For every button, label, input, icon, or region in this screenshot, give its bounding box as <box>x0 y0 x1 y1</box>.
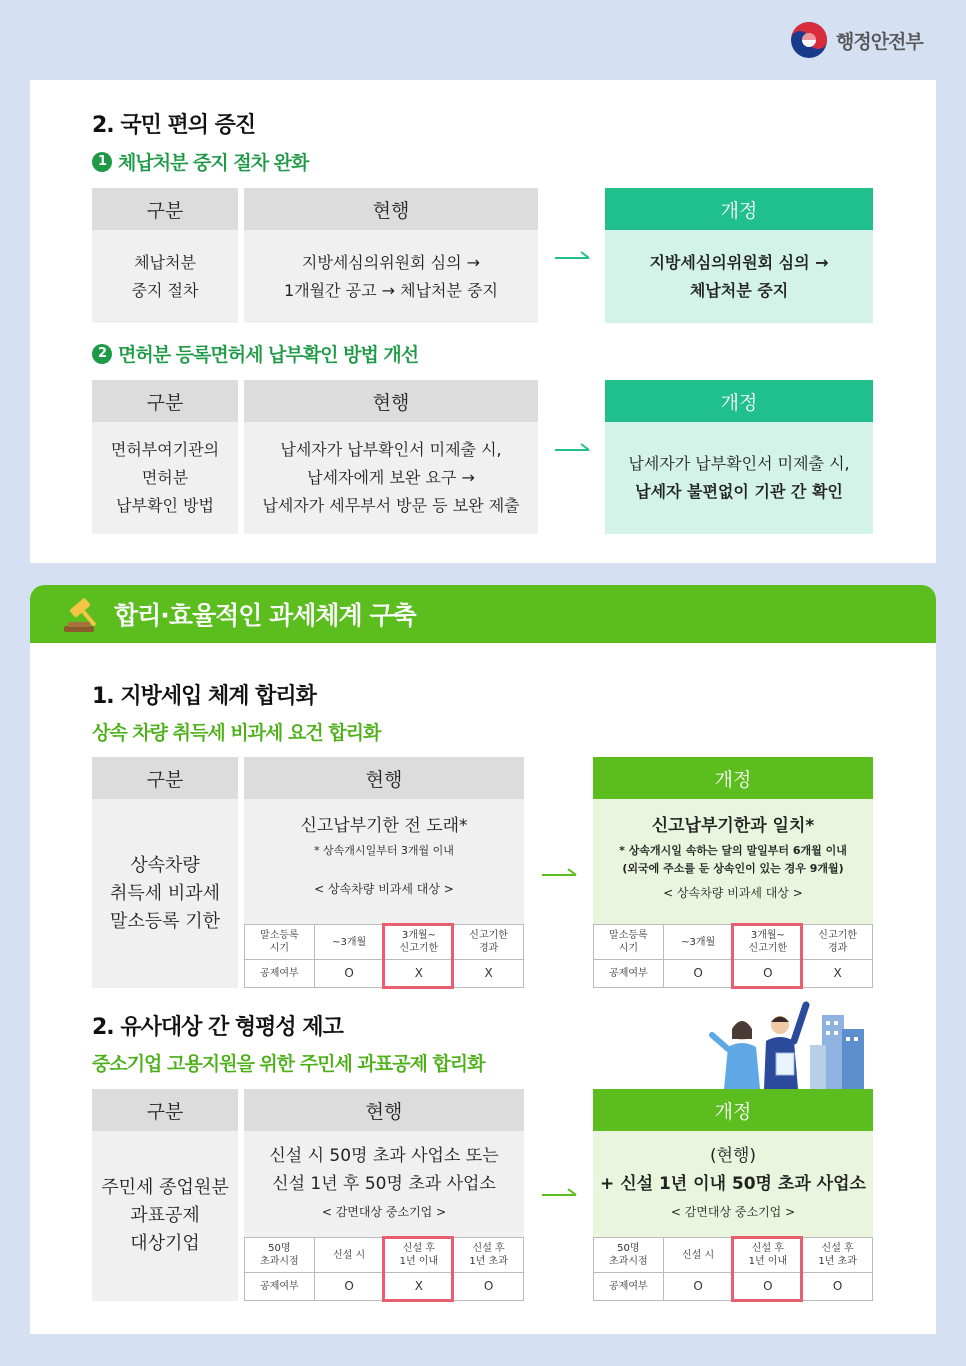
category-line: 납부확인 방법 <box>116 496 214 515</box>
taegeuk-icon <box>790 21 828 59</box>
mini-header: ~3개월 <box>663 925 733 960</box>
mini-header: 말소등록 시기 <box>594 925 664 960</box>
convenience-panel <box>30 80 936 563</box>
header-revised: 개정 <box>605 188 873 230</box>
mini-header: 말소등록 시기 <box>245 925 315 960</box>
header-current: 현행 <box>244 188 538 230</box>
item2-title <box>92 340 418 367</box>
t1-current <box>244 799 524 988</box>
mini-header: 신설 시 <box>663 1238 733 1273</box>
item2-category-col <box>92 380 238 534</box>
mini-header: 3개월~ 신고기한 <box>733 925 803 960</box>
category-line: 면허부여기관의 <box>110 440 220 459</box>
highlight-box <box>382 1236 454 1302</box>
header-current: 현행 <box>244 1089 524 1131</box>
mini-header: ~3개월 <box>314 925 384 960</box>
mini-header: 신설 후 1년 초과 <box>803 1238 873 1273</box>
current-main: 신설 1년 후 50명 초과 사업소 <box>272 1174 496 1194</box>
revised-main: (현행) <box>709 1146 757 1166</box>
header-revised: 개정 <box>593 1089 873 1131</box>
mini-header: 신설 후 1년 이내 <box>733 1238 803 1273</box>
mini-header: 50명 초과시점 <box>245 1238 315 1273</box>
t1-category <box>92 799 238 988</box>
t1-revised-col <box>593 757 873 988</box>
mini-mark: O <box>454 1273 524 1301</box>
mini-label: 공제여부 <box>594 960 664 988</box>
revised-caption: < 감면대상 중소기업 > <box>670 1205 796 1219</box>
mini-label: 공제여부 <box>594 1273 664 1301</box>
item2-revised <box>605 422 873 534</box>
ministry-name: 행정안전부 <box>836 30 923 53</box>
current-main: 신설 시 50명 초과 사업소 또는 <box>269 1146 499 1166</box>
category-line: 대상기업 <box>130 1233 200 1254</box>
mini-mark: O <box>803 1273 873 1301</box>
header-category: 구분 <box>92 380 238 422</box>
mini-mark: O <box>663 960 733 988</box>
arrow-right-icon <box>553 250 593 266</box>
mini-mark: O <box>314 960 384 988</box>
item1-revised-col <box>605 188 873 323</box>
item2-category <box>92 422 238 534</box>
mini-header: 신설 시 <box>314 1238 384 1273</box>
t2-category <box>92 1131 238 1301</box>
category-line: 과표공제 <box>130 1205 200 1226</box>
mini-mark: X <box>384 1273 454 1301</box>
item2-title-text: 면허분 등록면허세 납부확인 방법 개선 <box>118 344 419 366</box>
revised-line: 납세자가 납부확인서 미제출 시, <box>628 454 850 473</box>
revised-main: 신고납부기한과 일치* <box>651 816 815 836</box>
mini-header: 신설 후 1년 초과 <box>454 1238 524 1273</box>
revised-main: + 신설 1년 이내 50명 초과 사업소 <box>600 1174 866 1194</box>
people-city-illustration <box>702 995 872 1089</box>
mini-header: 3개월~ 신고기한 <box>384 925 454 960</box>
item1-category-col <box>92 188 238 323</box>
heading-2: 2. 유사대상 간 형평성 제고 <box>92 1015 343 1040</box>
mini-label: 공제여부 <box>245 1273 315 1301</box>
item2-current-col <box>244 380 538 534</box>
ministry-logo <box>790 21 923 59</box>
t2-revised <box>593 1131 873 1301</box>
header-category: 구분 <box>92 1089 238 1131</box>
mini-mark: O <box>314 1273 384 1301</box>
revised-note: (외국에 주소를 둔 상속인이 있는 경우 9개월) <box>622 862 844 875</box>
item1-current <box>244 230 538 323</box>
current-line: 납세자가 납부확인서 미제출 시, <box>280 440 502 459</box>
revised-caption: < 상속차량 비과세 대상 > <box>663 886 803 900</box>
arrow-right-icon <box>540 867 580 883</box>
mini-mark: O <box>663 1273 733 1301</box>
header-category: 구분 <box>92 188 238 230</box>
t1-current-col <box>244 757 524 988</box>
current-line: 납세자에게 보완 요구 → <box>307 468 475 487</box>
category-line: 취득세 비과세 <box>109 882 221 904</box>
t2-current <box>244 1131 524 1301</box>
arrow-right-icon <box>540 1187 580 1203</box>
item1-current-col <box>244 188 538 323</box>
mini-mark: O <box>733 960 803 988</box>
mini-mark: X <box>803 960 873 988</box>
highlight-box <box>382 923 454 989</box>
highlight-box <box>731 1236 803 1302</box>
heading-1: 1. 지방세입 체계 합리화 <box>92 684 316 709</box>
revised-note: * 상속개시일 속하는 달의 말일부터 6개월 이내 <box>619 844 847 857</box>
item1-revised <box>605 230 873 323</box>
current-caption: < 감면대상 중소기업 > <box>321 1205 447 1219</box>
section-heading: 2. 국민 편의 증진 <box>92 113 256 138</box>
current-caption: < 상속차량 비과세 대상 > <box>314 882 454 896</box>
header-revised: 개정 <box>593 757 873 799</box>
item2-revised-col <box>605 380 873 534</box>
subheading-2: 중소기업 고용지원을 위한 주민세 과표공제 합리화 <box>92 1053 485 1075</box>
mini-header: 신설 후 1년 이내 <box>384 1238 454 1273</box>
header-category: 구분 <box>92 757 238 799</box>
revised-line: 체납처분 중지 <box>689 280 789 300</box>
mini-mark: O <box>733 1273 803 1301</box>
revised-line: 납세자 불편없이 기관 간 확인 <box>635 482 843 501</box>
arrow-right-icon <box>553 442 593 458</box>
category-line: 체납처분 <box>134 252 196 272</box>
mini-header: 50명 초과시점 <box>594 1238 664 1273</box>
current-note: * 상속개시일부터 3개월 이내 <box>314 844 454 857</box>
item1-category <box>92 230 238 323</box>
revised-line: 지방세심의위원회 심의 → <box>649 252 829 272</box>
t2-revised-col <box>593 1089 873 1301</box>
taxation-panel <box>30 585 936 1334</box>
category-line: 말소등록 기한 <box>109 910 221 932</box>
number-badge: 1 <box>92 152 112 172</box>
header-current: 현행 <box>244 757 524 799</box>
category-line: 중지 절차 <box>131 280 199 300</box>
current-line: 지방세심의위원회 심의 → <box>301 252 481 272</box>
subheading-1: 상속 차량 취득세 비과세 요건 합리화 <box>92 722 381 744</box>
section-banner <box>30 585 936 643</box>
category-line: 주민세 종업원분 <box>101 1177 229 1198</box>
header-revised: 개정 <box>605 380 873 422</box>
t2-category-col <box>92 1089 238 1301</box>
current-main: 신고납부기한 전 도래* <box>300 816 468 836</box>
mini-header: 신고기한 경과 <box>803 925 873 960</box>
item1-title-text: 체납처분 중지 절차 완화 <box>118 152 309 174</box>
mini-label: 공제여부 <box>245 960 315 988</box>
mini-mark: X <box>454 960 524 988</box>
t1-revised <box>593 799 873 988</box>
banner-title: 합리·효율적인 과세체계 구축 <box>114 601 416 630</box>
item2-current <box>244 422 538 534</box>
header-current: 현행 <box>244 380 538 422</box>
item1-title <box>92 148 308 175</box>
t2-current-col <box>244 1089 524 1301</box>
category-line: 면허분 <box>141 468 189 487</box>
gavel-icon <box>60 594 104 634</box>
current-line: 1개월간 공고 → 체납처분 중지 <box>284 280 498 300</box>
number-badge: 2 <box>92 344 112 364</box>
highlight-box <box>731 923 803 989</box>
t1-category-col <box>92 757 238 988</box>
category-line: 상속차량 <box>130 854 200 876</box>
mini-mark: X <box>384 960 454 988</box>
mini-header: 신고기한 경과 <box>454 925 524 960</box>
current-line: 납세자가 세무부서 방문 등 보완 제출 <box>262 496 520 515</box>
